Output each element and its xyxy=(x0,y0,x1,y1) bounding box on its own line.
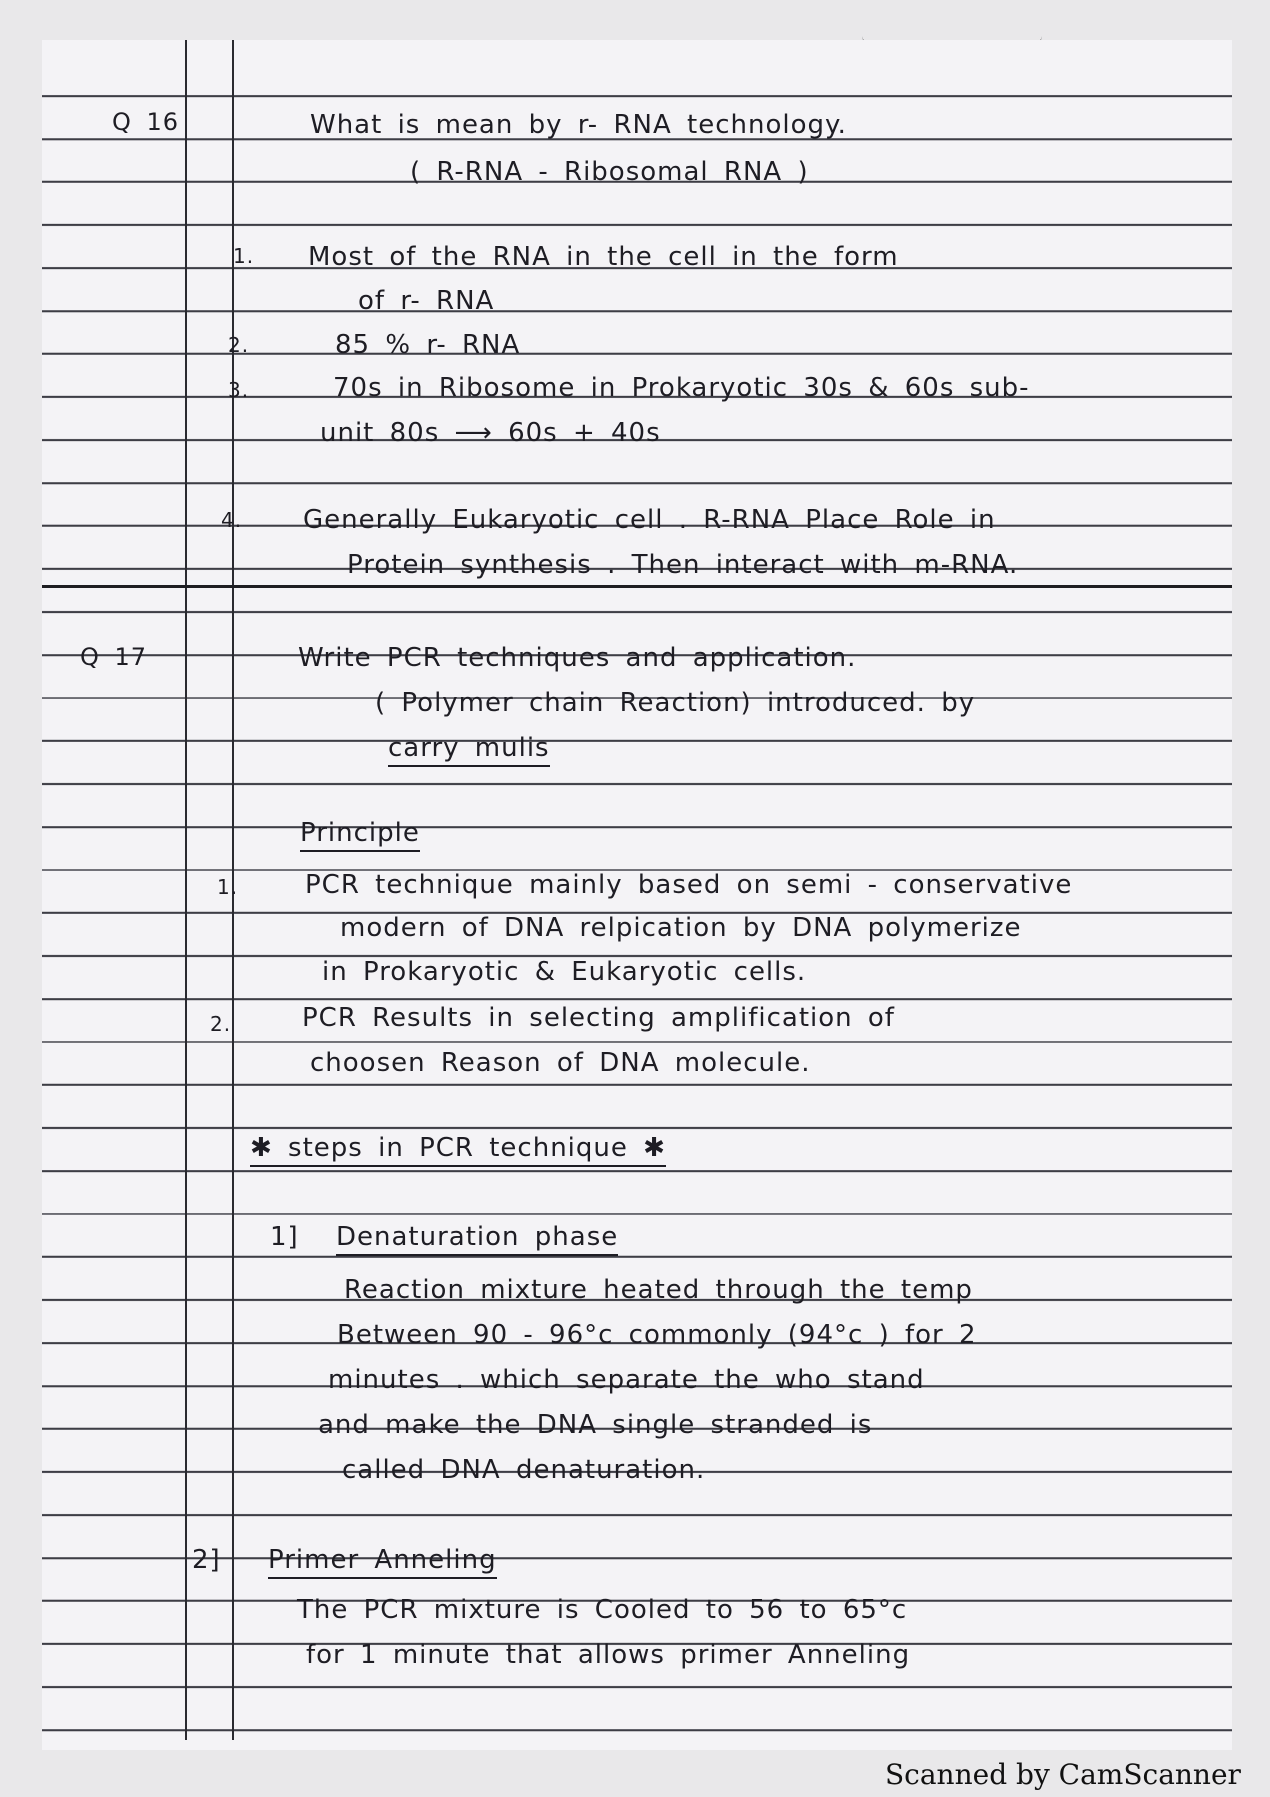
principle-1-num: 1. xyxy=(217,875,239,899)
q16-point-1-num: 1. xyxy=(233,244,255,268)
step1-line-2: Between 90 - 96°c commonly (94°c ) for 2 xyxy=(337,1320,977,1350)
step2-line-2: for 1 minute that allows primer Anneling xyxy=(306,1640,911,1670)
q16-point-4-num: 4. xyxy=(221,508,243,532)
q17-label: Q 17 xyxy=(80,643,148,671)
q16-title: What is mean by r- RNA technology. xyxy=(310,110,847,140)
q16-subtitle: ( R-RNA - Ribosomal RNA ) xyxy=(410,157,809,187)
q16-point-3-line2: unit 80s ⟶ 60s + 40s xyxy=(320,418,661,448)
q16-point-3-num: 3. xyxy=(228,378,250,402)
principle-1-line3: in Prokaryotic & Eukaryotic cells. xyxy=(322,957,807,987)
q16-point-4-line1: Generally Eukaryotic cell . R-RNA Place Role in xyxy=(303,505,996,535)
margin-line-left xyxy=(185,40,187,1740)
step1-num: 1] xyxy=(270,1222,299,1252)
principle-heading: Principle xyxy=(300,818,420,852)
q17-subtitle-2: carry mulis xyxy=(388,733,550,767)
q16-label: Q 16 xyxy=(112,108,180,136)
principle-2-num: 2. xyxy=(210,1012,232,1036)
scanner-watermark: Scanned by CamScanner xyxy=(885,1758,1241,1791)
q17-subtitle: ( Polymer chain Reaction) introduced. by xyxy=(375,688,976,718)
q16-point-1-line1: Most of the RNA in the cell in the form xyxy=(308,242,899,272)
steps-heading: ✱ steps in PCR technique ✱ xyxy=(250,1133,666,1167)
q16-point-1-line2: of r- RNA xyxy=(358,286,495,316)
step1-line-4: and make the DNA single stranded is xyxy=(318,1410,873,1440)
step1-line-1: Reaction mixture heated through the temp xyxy=(344,1275,973,1305)
step2-line-1: The PCR mixture is Cooled to 56 to 65°c xyxy=(297,1595,908,1625)
principle-1-line2: modern of DNA relpication by DNA polymerize xyxy=(340,913,1022,943)
step1-line-5: called DNA denaturation. xyxy=(342,1455,706,1485)
q16-point-2-num: 2. xyxy=(228,333,250,357)
step1-heading: Denaturation phase xyxy=(336,1222,618,1256)
section-divider xyxy=(42,585,1232,588)
q16-point-2-line1: 85 % r- RNA xyxy=(335,330,521,360)
principle-2-line1: PCR Results in selecting amplification of xyxy=(302,1003,895,1033)
principle-2-line2: choosen Reason of DNA molecule. xyxy=(310,1048,811,1078)
step2-num: 2] xyxy=(192,1545,221,1575)
step1-line-3: minutes . which separate the who stand xyxy=(328,1365,925,1395)
q17-title: Write PCR techniques and application. xyxy=(298,643,857,673)
step2-heading: Primer Anneling xyxy=(268,1545,497,1579)
principle-1-line1: PCR technique mainly based on semi - conservative xyxy=(305,870,1073,900)
q16-point-4-line2: Protein synthesis . Then interact with m-RNA. xyxy=(347,550,1019,580)
q16-point-3-line1: 70s in Ribosome in Prokaryotic 30s & 60s sub- xyxy=(333,373,1030,403)
